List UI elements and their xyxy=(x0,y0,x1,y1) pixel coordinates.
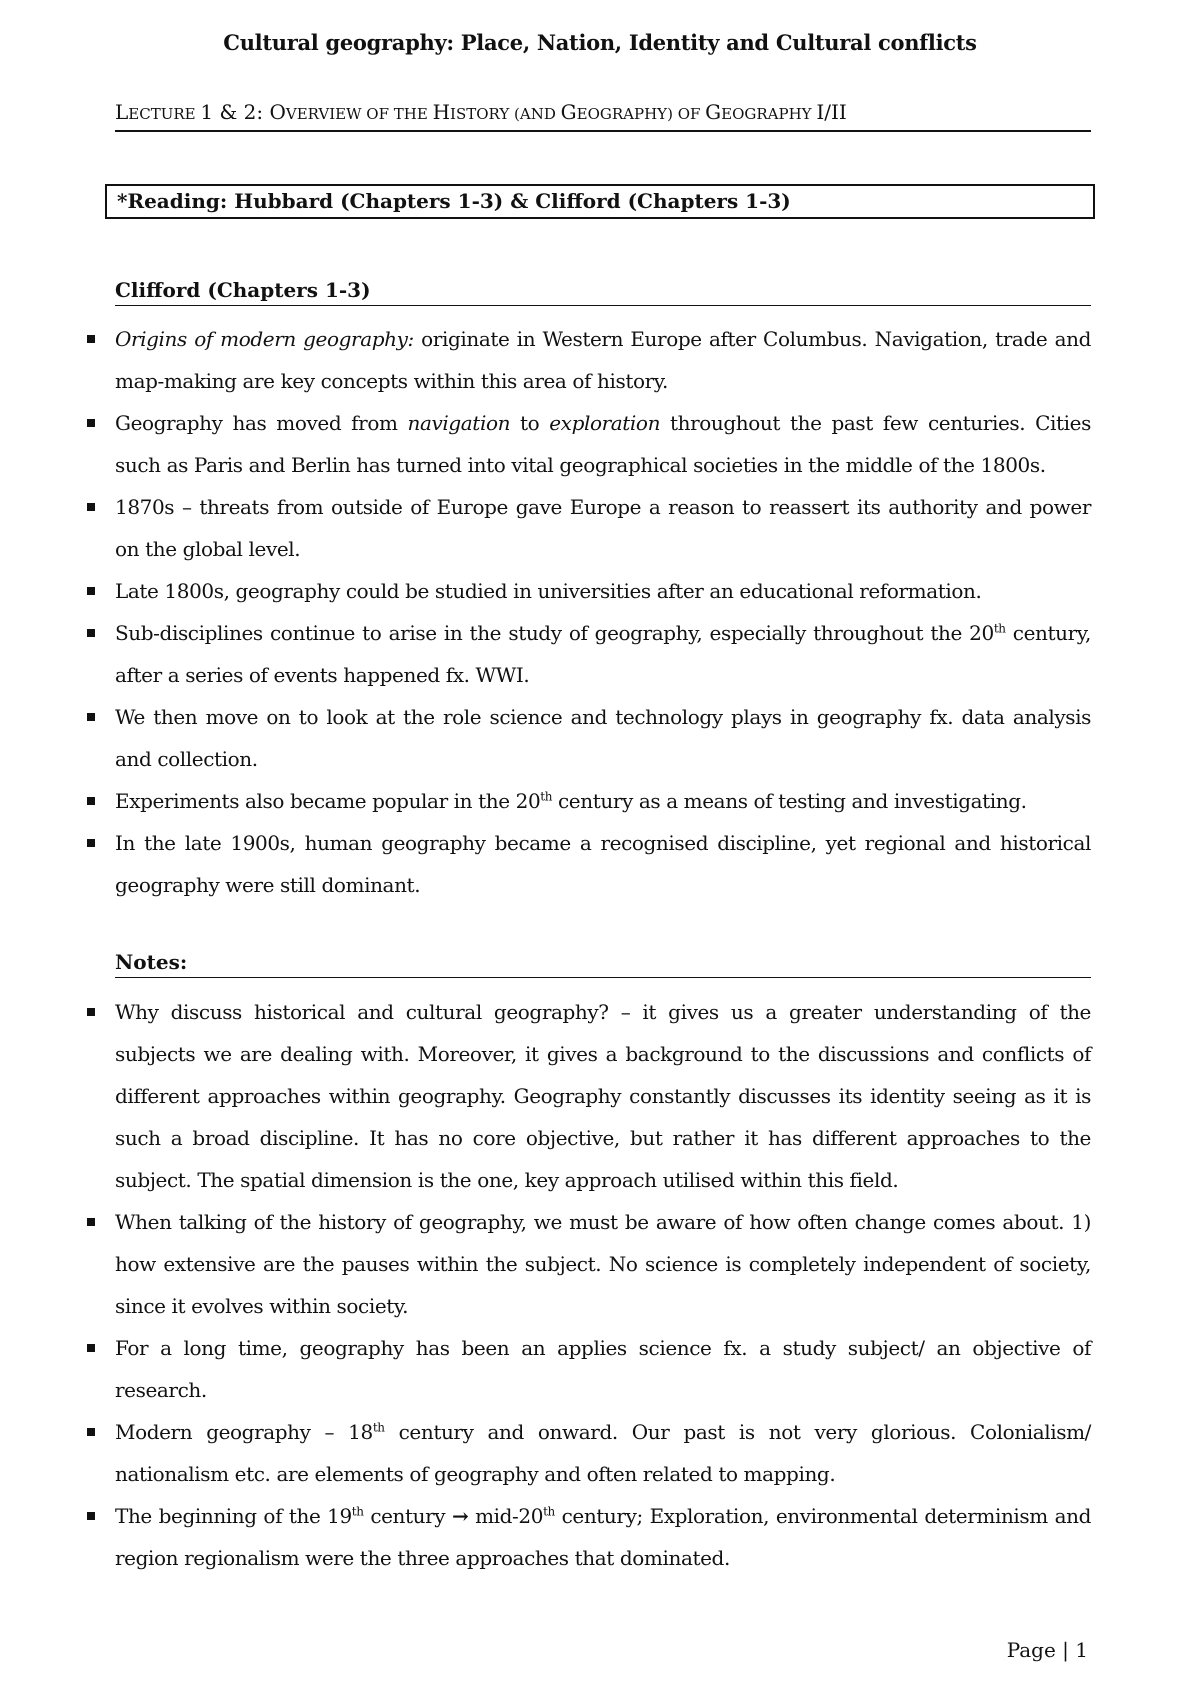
heading-smallcaps: EOGRAPHY) OF xyxy=(576,105,706,123)
bullet-text: Modern geography – 18 xyxy=(115,1420,373,1444)
bullet-italic-term: navigation xyxy=(407,411,511,435)
bullet-text: century as a means of testing and investigating. xyxy=(552,789,1027,813)
heading-roman-numerals: I/II xyxy=(816,100,847,124)
superscript: th xyxy=(993,621,1006,636)
bullet-text: Geography has moved from xyxy=(115,411,408,435)
page-number: Page | 1 xyxy=(1006,1638,1088,1662)
bullet-square-icon xyxy=(87,419,95,427)
bullet-text: We then move on to look at the role science and technology plays in geography fx. data analysis and collection. xyxy=(115,705,1091,771)
bullet-text: to xyxy=(510,411,550,435)
heading-lecture-number: 1 & 2: xyxy=(200,100,264,124)
bullet-square-icon xyxy=(87,1218,95,1226)
bullet-text: century, after a series of events happened fx. WWI. xyxy=(115,621,1091,687)
bullet-text: century xyxy=(363,1504,452,1528)
heading-char: L xyxy=(115,100,129,124)
clifford-bullet-list xyxy=(85,318,1091,906)
bullet-text: The beginning of the 19 xyxy=(115,1504,352,1528)
heading-smallcaps: ISTORY (AND xyxy=(450,105,561,123)
superscript: th xyxy=(351,1504,364,1519)
heading-char: G xyxy=(560,100,577,124)
list-item xyxy=(85,696,1091,780)
list-item xyxy=(85,1411,1091,1495)
list-item xyxy=(85,402,1091,486)
heading-smallcaps: EOGRAPHY xyxy=(721,105,817,123)
bullet-square-icon xyxy=(87,335,95,343)
arrow-right-icon: → xyxy=(451,1504,469,1528)
list-item xyxy=(85,612,1091,696)
bullet-text: In the late 1900s, human geography became a recognised discipline, yet regional and historical geography were still dominant. xyxy=(115,831,1091,897)
heading-char: H xyxy=(432,100,451,124)
bullet-text: throughout the past few centuries. Cities such as Paris and Berlin has turned into vital geographical societies in the middle of the 1800s. xyxy=(115,411,1091,477)
document-title: Cultural geography: Place, Nation, Identity and Cultural conflicts xyxy=(223,30,977,55)
superscript: th xyxy=(372,1420,385,1435)
list-item xyxy=(85,1495,1091,1579)
bullet-text: 1870s – threats from outside of Europe gave Europe a reason to reassert its authority and power on the global level. xyxy=(115,495,1091,561)
list-item xyxy=(85,318,1091,402)
bullet-text: mid-20 xyxy=(468,1504,544,1528)
bullet-square-icon xyxy=(87,797,95,805)
bullet-text: When talking of the history of geography, we must be aware of how often change comes about. 1) how extensive are the pauses within the subject. No science is completely independent of society, since it evolves within society. xyxy=(115,1210,1091,1318)
heading-smallcaps: VERVIEW OF THE xyxy=(285,105,433,123)
list-item xyxy=(85,822,1091,906)
section-heading-notes: Notes: xyxy=(115,950,1091,978)
reading-box: *Reading: Hubbard (Chapters 1-3) & Clifford (Chapters 1-3) xyxy=(105,184,1095,219)
lecture-heading xyxy=(115,100,1091,132)
bullet-italic-term: Origins of modern geography: xyxy=(115,327,414,351)
bullet-text: originate in Western Europe after Columbus. Navigation, trade and map-making are key concepts within this area of history. xyxy=(115,327,1091,393)
list-item xyxy=(85,486,1091,570)
bullet-text: For a long time, geography has been an applies science fx. a study subject/ an objective of research. xyxy=(115,1336,1091,1402)
bullet-text: Late 1800s, geography could be studied in universities after an educational reformation. xyxy=(115,579,982,603)
list-item xyxy=(85,1201,1091,1327)
bullet-text: Experiments also became popular in the 20 xyxy=(115,789,541,813)
bullet-square-icon xyxy=(87,713,95,721)
bullet-square-icon xyxy=(87,839,95,847)
bullet-square-icon xyxy=(87,1512,95,1520)
heading-char: O xyxy=(263,100,286,124)
bullet-square-icon xyxy=(87,1344,95,1352)
superscript: th xyxy=(540,789,553,804)
bullet-square-icon xyxy=(87,587,95,595)
bullet-italic-term: exploration xyxy=(549,411,661,435)
heading-smallcaps: ECTURE xyxy=(128,105,201,123)
list-item xyxy=(85,1327,1091,1411)
bullet-square-icon xyxy=(87,629,95,637)
section-heading-clifford: Clifford (Chapters 1-3) xyxy=(115,278,1091,306)
notes-bullet-list xyxy=(85,991,1091,1579)
heading-char: G xyxy=(705,100,722,124)
bullet-square-icon xyxy=(87,1008,95,1016)
bullet-square-icon xyxy=(87,1428,95,1436)
bullet-text: century; Exploration, environmental determinism and region regionalism were the three approaches that dominated. xyxy=(115,1504,1092,1570)
superscript: th xyxy=(543,1504,555,1519)
bullet-text: century and onward. Our past is not very glorious. Colonialism/ nationalism etc. are elements of geography and often related to mapping. xyxy=(115,1420,1091,1486)
list-item xyxy=(85,780,1091,822)
bullet-text: Sub-disciplines continue to arise in the study of geography, especially throughout the 20 xyxy=(115,621,994,645)
bullet-text: Why discuss historical and cultural geography? – it gives us a greater understanding of the subjects we are dealing with. Moreover, it gives a background to the discussions and conflicts of different approaches within geography. Geography constantly discusses its identity seeing as it is such a broad discipline. It has no core objective, but rather it has different approaches to the subject. The spatial dimension is the one, key approach utilised within this field. xyxy=(115,1000,1091,1192)
list-item xyxy=(85,570,1091,612)
list-item xyxy=(85,991,1091,1201)
bullet-square-icon xyxy=(87,503,95,511)
